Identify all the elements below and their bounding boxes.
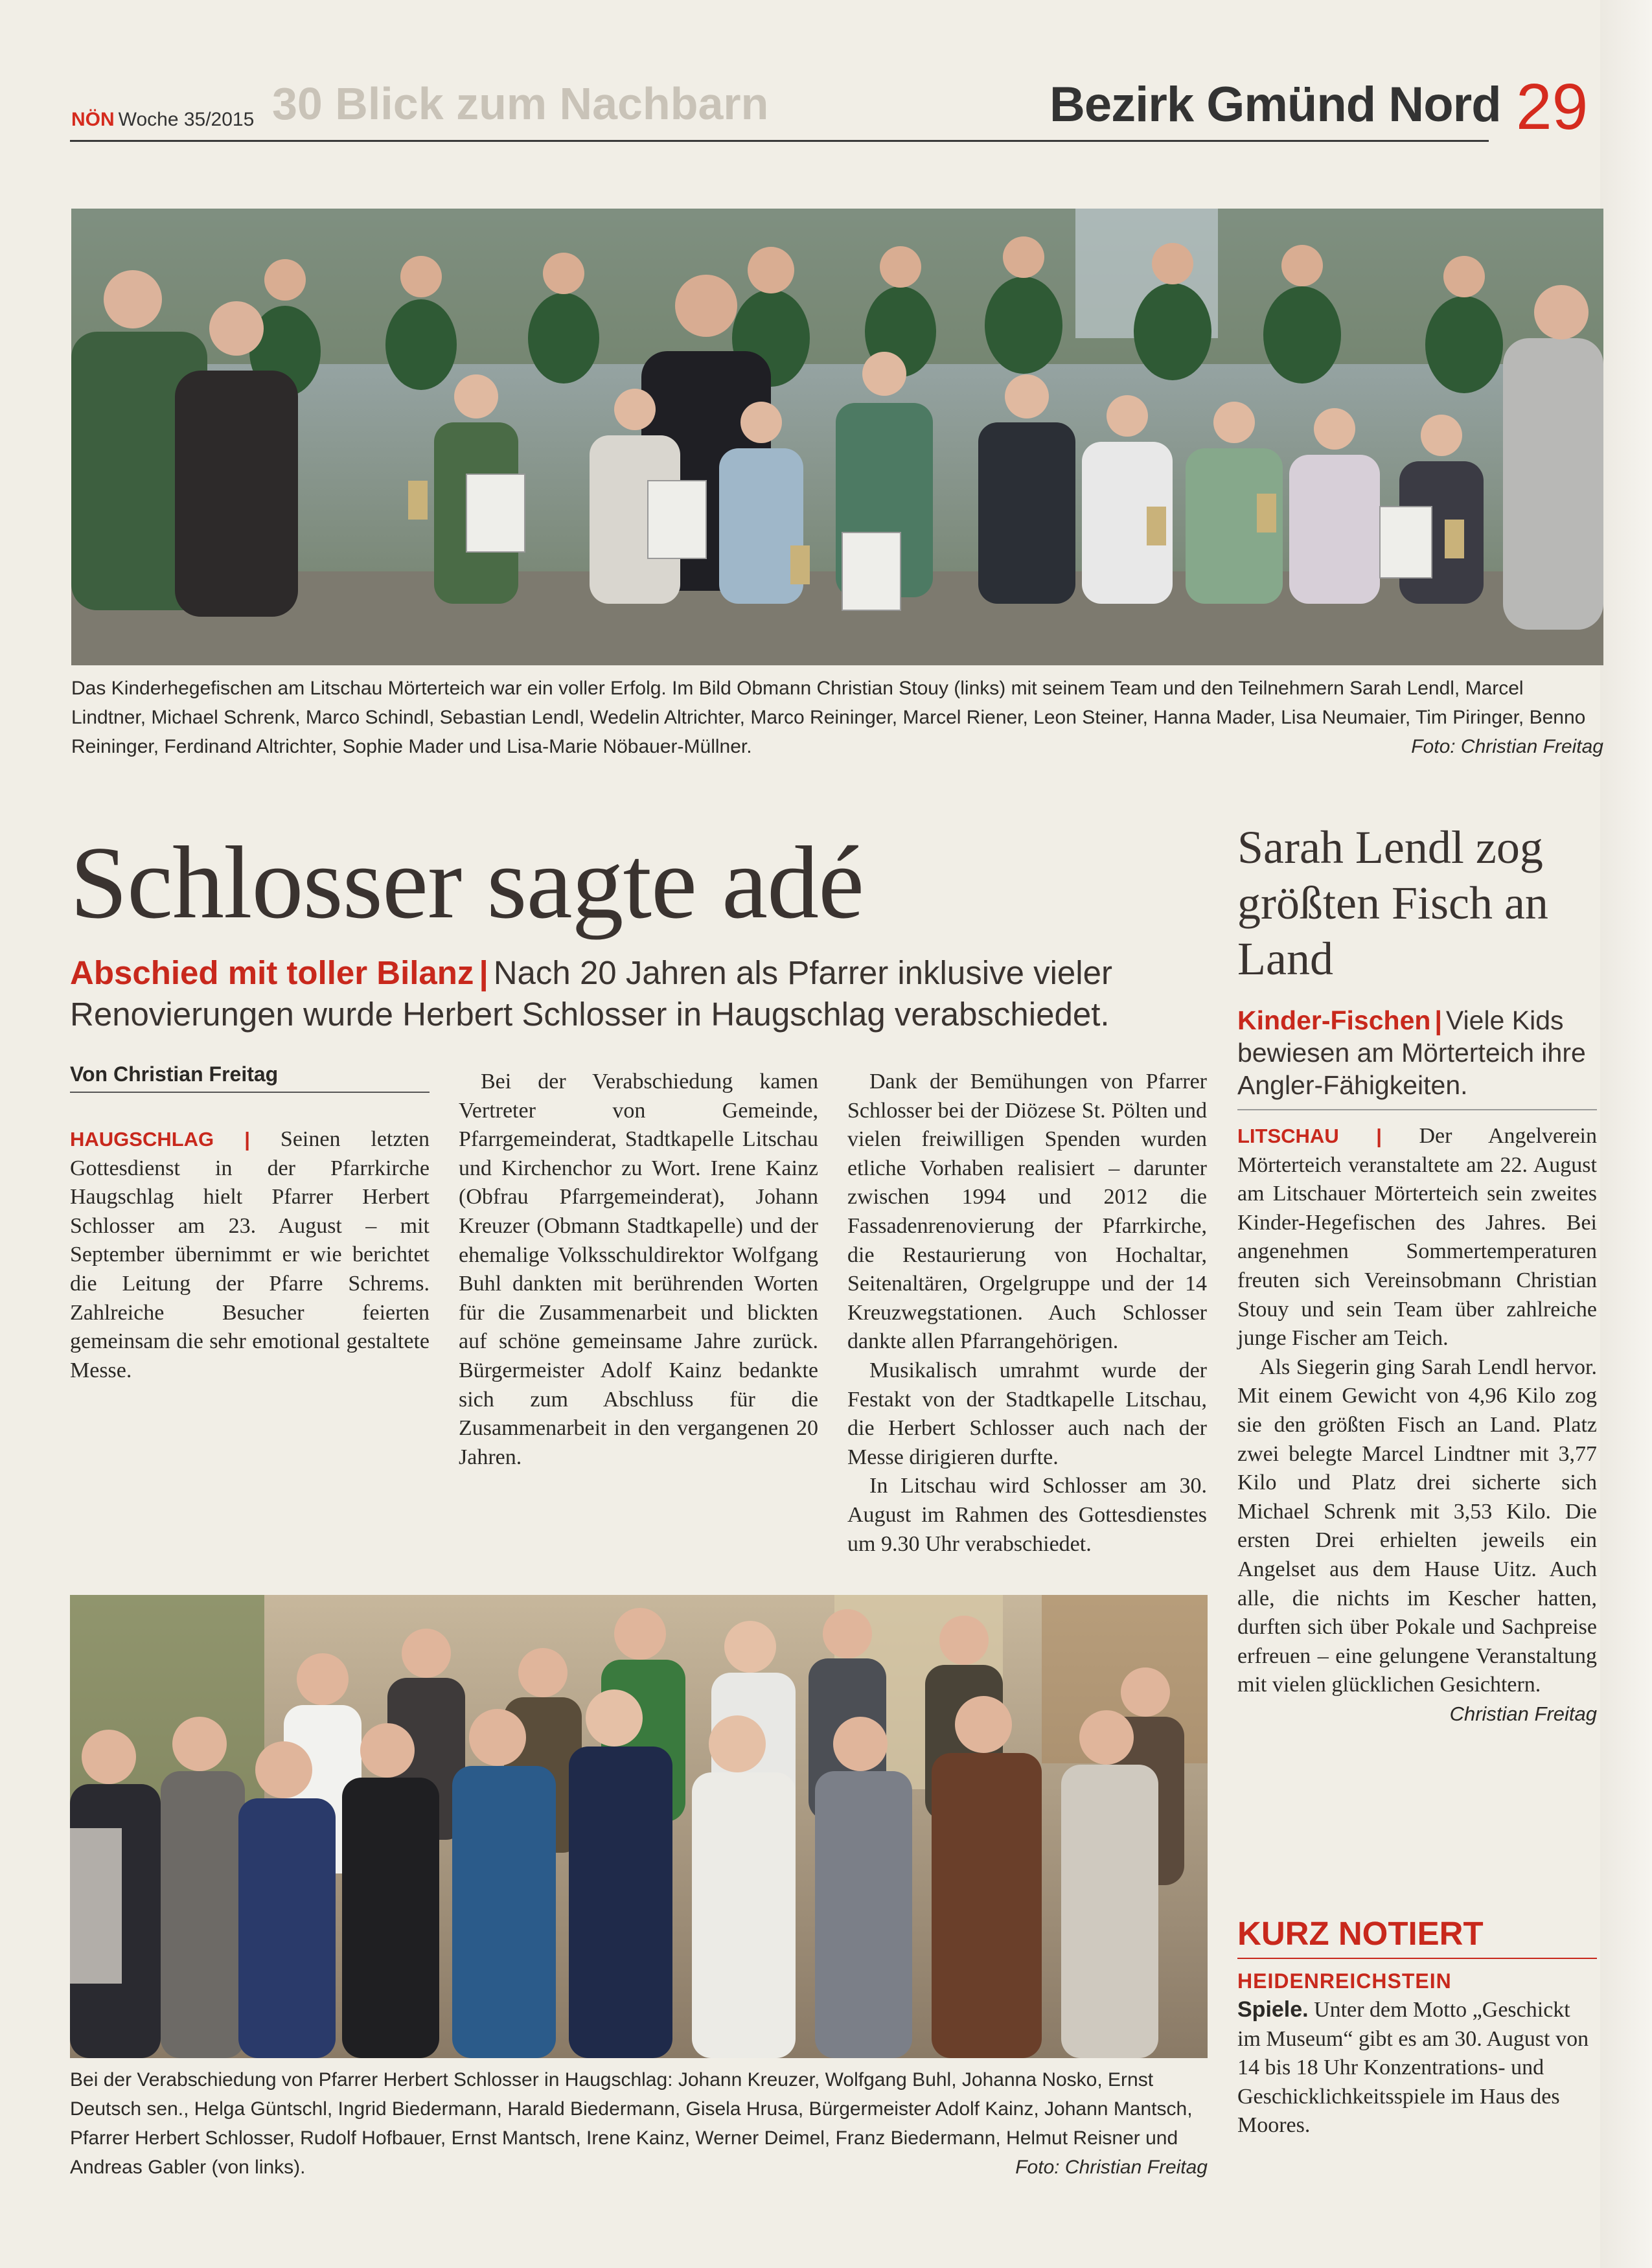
fishing-group-photo [71, 209, 1603, 665]
brief-place: HEIDENREICHSTEIN [1237, 1969, 1452, 1993]
article-paragraph: Seinen letzten Gottesdienst in der Pfarrkirche Haugschlag hielt Pfarrer Herbert Schlosser am 23. August – mit September übernimmt er wie berichtet die Leitung der Pfarre Schrems. Zahlreiche Besucher feierten gemeinsam die sehr emotional gestaltete Messe. [70, 1127, 430, 1382]
brief-lead: Spiele. [1237, 1997, 1309, 2022]
caption-text: Das Kinderhegefischen am Litschau Mörterteich war ein voller Erfolg. Im Bild Obmann Christian Stouy (links) mit seinem Team und den Teilnehmern Sarah Lendl, Marcel Lindtner, Michael Schrenk, Marco Schindl, Sebastian Lendl, Wedelin Altrichter, Marco Reininger, Marcel Riener, Leon Steiner, Hanna Mader, Lisa Neumaier, Tim Piringer, Benno Reininger, Ferdinand Altrichter, Sophie Mader und Lisa-Marie Nöbauer-Müllner. [71, 678, 1586, 757]
farewell-group-photo [70, 1595, 1208, 2058]
photo-caption-farewell [70, 2065, 1208, 2182]
header-divider [70, 140, 1489, 142]
article-column-3 [847, 1068, 1207, 1559]
side-article-deck [1237, 1004, 1600, 1101]
article-paragraph: Als Siegerin ging Sarah Lendl hervor. Mit einem Gewicht von 4,96 Kilo zog sie den größten Fisch an Land. Platz zwei belegte Marcel Lindtner mit 3,77 Kilo und Platz drei sicherte sich Michael Schrenk mit 3,53 Kilo. Die ersten Drei erhielten jeweils ein Angelset aus dem Hause Uitz. Auch alle, die nichts im Kescher hatten, durften sich über Pokale und Sachpreise erfreuen – eine gelungene Veranstaltung mit vielen glücklichen Gesichtern. [1237, 1355, 1597, 1697]
article-paragraph: Musikalisch umrahmt wurde der Festakt von der Stadtkapelle Litschau, die Herbert Schlosser auch nach der Messe dirigieren durfte. [847, 1358, 1207, 1469]
masthead [71, 109, 254, 131]
article-paragraph: In Litschau wird Schlosser am 30. August im Rahmen des Gottesdienstes um 9.30 Uhr verabschiedet. [847, 1474, 1207, 1556]
side-divider [1237, 1109, 1597, 1110]
faded-neighbor-header: 30 Blick zum Nachbarn [272, 78, 769, 129]
kicker-separator: | [479, 954, 488, 991]
side-author: Christian Freitag [1449, 1702, 1597, 1725]
photo-credit: Foto: Christian Freitag [1015, 2157, 1208, 2178]
issue-label: Woche 35/2015 [118, 109, 255, 130]
article-paragraph: Bei der Verabschiedung kamen Vertreter von Gemeinde, Pfarrgemeinderat, Stadtkapelle Litschau und Kirchenchor zu Wort. Irene Kainz (Obfrau Pfarrgemeinderat), Johann Kreuzer (Obmann Stadtkapelle) und der ehemalige Volksschuldirektor Wolfgang Buhl dankten mit berührenden Worten für die Zusammenarbeit und blickten auf schöne gemeinsame Jahre zurück. Bürgermeister Adolf Kainz bedankte sich zum Abschluss für die Zusammenarbeit in den vergangenen 20 Jahren. [459, 1070, 818, 1469]
deck-kicker: Abschied mit toller Bilanz [70, 954, 474, 991]
article-deck [70, 952, 1217, 1035]
page-number: 29 [1516, 71, 1589, 143]
side-article-column: LITSCHAU | Der Angelverein Mörterteich veranstaltete am 22. August am Litschauer Mörterteich sein zweites Kinder-Hegefischen des Jahres. Bei angenehmen Sommertemperaturen freuten sich Vereinsobmann Christian Stouy und sein Team über zahlreiche junge Fischer am Teich. Als Siegerin ging Sarah Lendl hervor. Mit einem Gewicht von 4,96 Kilo zog sie den größten Fisch an Land. Platz zwei belegte Marcel Lindtner mit 3,77 Kilo und Platz drei sicherte sich Michael Schrenk mit 3,53 Kilo. Die ersten Drei erhielten jeweils ein Angelset aus dem Hause Uitz. Auch alle, die nichts im Kescher hatten, durften sich über Pokale und Sachpreise erfreuen – eine gelungene Veranstaltung mit vielen glücklichen Gesichtern. Christian Freitag [1237, 1122, 1597, 1728]
deck-text: Nach 20 Jahren als Pfarrer inklusive vieler Renovierungen wurde Herbert Schlosser in Haugschlag verabschiedet. [70, 954, 1112, 1033]
caption-text: Bei der Verabschiedung von Pfarrer Herbert Schlosser in Haugschlag: Johann Kreuzer, Wolfgang Buhl, Johanna Nosko, Ernst Deutsch sen., Helga Güntschl, Ingrid Biedermann, Harald Biedermann, Gisela Hrusa, Bürgermeister Adolf Kainz, Johann Mantsch, Pfarrer Herbert Schlosser, Rudolf Hofbauer, Ernst Mantsch, Irene Kainz, Werner Deimel, Franz Biedermann, Helmut Reisner und Andreas Gabler (von links). [70, 2069, 1193, 2178]
byline: Von Christian Freitag [70, 1062, 279, 1086]
side-article-headline: Sarah Lendl zog größten Fisch an Land [1237, 821, 1548, 985]
article-column-1: HAUGSCHLAG | Seinen letzten Gottesdienst in der Pfarrkirche Haugschlag hielt Pfarrer Herbert Schlosser am 23. August – mit September übernimmt er wie berichtet die Leitung der Pfarre Schrems. Zahlreiche Besucher feierten gemeinsam die sehr emotional gestaltete Messe. [70, 1127, 430, 1382]
brief-body [1237, 1995, 1597, 2140]
section-title: Bezirk Gmünd Nord [1050, 77, 1501, 132]
brief-section-title: KURZ NOTIERT [1237, 1915, 1484, 1952]
deck-kicker: Kinder-Fischen [1237, 1005, 1431, 1035]
brief-divider [1237, 1958, 1597, 1959]
brand-logo: NÖN [71, 109, 115, 130]
brief-text: Unter dem Motto „Geschickt im Museum“ gibt es am 30. August von 14 bis 18 Uhr Konzentrations- und Geschicklichkeitsspiele im Haus des Moores. [1237, 1998, 1589, 2138]
article-headline: Schlosser sagte adé [70, 825, 864, 940]
article-paragraph: Der Angelverein Mörterteich veranstaltete am 22. August am Litschauer Mörterteich sein zweites Kinder-Hegefischen des Jahres. Bei angenehmen Sommertemperaturen freuten sich Vereinsobmann Christian Stouy und sein Team über zahlreiche junge Fischer am Teich. [1237, 1124, 1597, 1351]
page-edge [1600, 0, 1652, 2268]
dateline: LITSCHAU [1237, 1125, 1339, 1147]
dateline: HAUGSCHLAG [70, 1128, 214, 1151]
photo-caption-fishing [71, 674, 1603, 761]
deck-text: Viele Kids bewiesen am Mörterteich ihre Angler-Fähigkeiten. [1237, 1005, 1586, 1100]
article-column-2 [459, 1068, 818, 1472]
photo-credit: Foto: Christian Freitag [1411, 736, 1603, 757]
article-paragraph: Dank der Bemühungen von Pfarrer Schlosser bei der Diözese St. Pölten und vielen freiwilligen Spenden wurden etliche Vorhaben realisiert – darunter zwischen 1994 und 2012 die Fassadenrenovierung der Pfarrkirche, die Restaurierung von Hochaltar, Seitenaltären, Orgelgruppe und der 14 Kreuzwegstationen. Auch Schlosser dankte allen Pfarrangehörigen. [847, 1070, 1207, 1354]
byline-divider [70, 1092, 430, 1093]
kicker-separator: | [1434, 1005, 1442, 1035]
